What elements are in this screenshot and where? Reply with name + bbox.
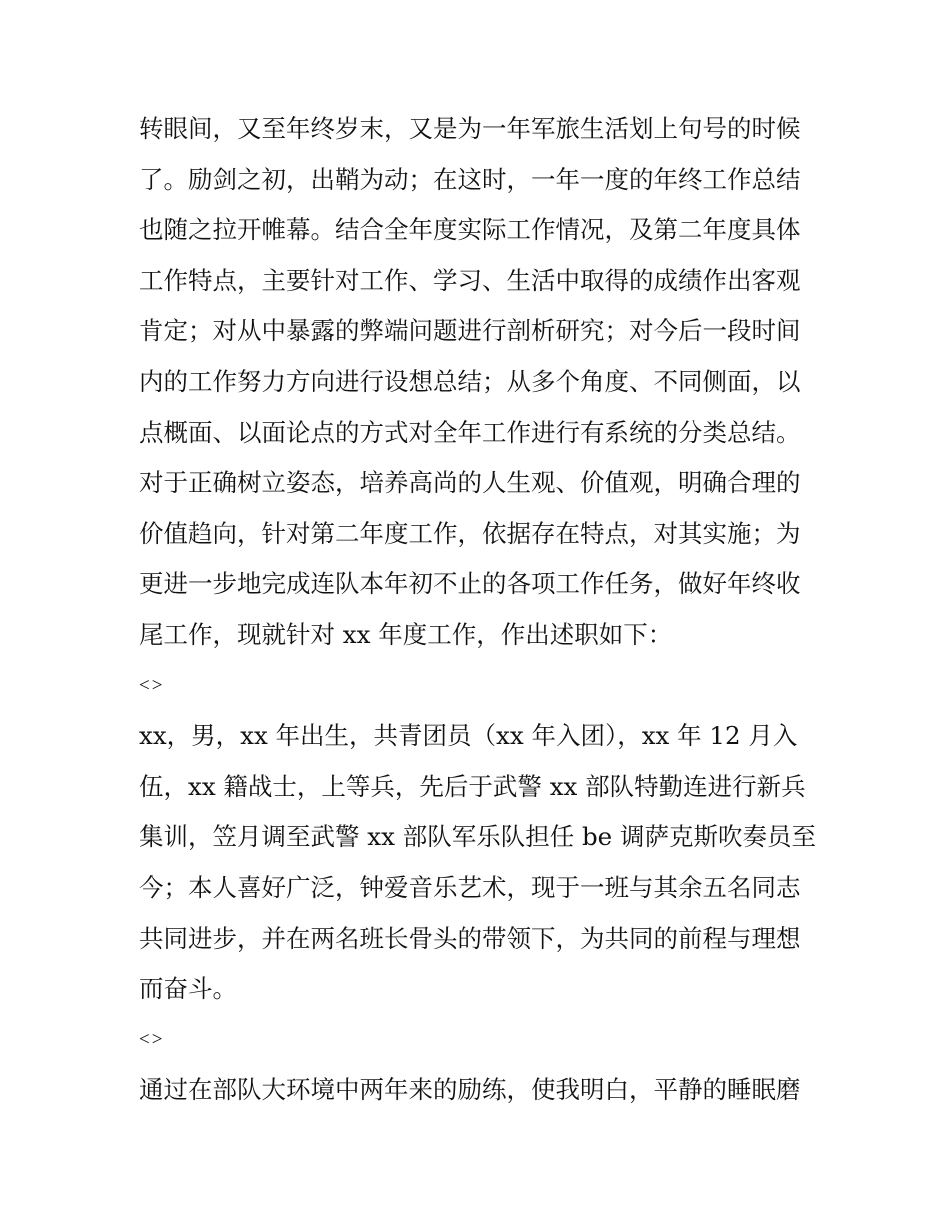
personal-info-paragraph xyxy=(139,711,819,1015)
text-line: 了。励剑之初，出鞘为动；在这时，一年一度的年终工作总结 xyxy=(139,164,801,194)
text-line: 今；本人喜好广泛，钟爱音乐艺术，现于一班与其余五名同志 xyxy=(139,872,801,902)
text-line: 价值趋向，针对第二年度工作，依据存在特点，对其实施；为 xyxy=(139,518,801,548)
text-line: 也随之拉开帷幕。结合全年度实际工作情况，及第二年度具体 xyxy=(139,215,801,245)
intro-paragraph xyxy=(139,104,819,661)
section-marker: <> xyxy=(139,1028,165,1050)
text-line: 而奋斗。 xyxy=(139,974,237,1004)
text-line: 更进一步地完成连队本年初不止的各项工作任务，做好年终收 xyxy=(139,569,801,599)
text-line: 对于正确树立姿态，培养高尚的人生观、价值观，明确合理的 xyxy=(139,468,801,498)
text-line: 点概面、以面论点的方式对全年工作进行有系统的分类总结。 xyxy=(139,417,801,447)
section-marker: <> xyxy=(139,674,165,696)
text-line: 通过在部队大环境中两年来的励练，使我明白，平静的睡眠磨 xyxy=(139,1075,801,1105)
text-line: xx，男，xx 年出生，共青团员（xx 年入团），xx 年 12 月入 xyxy=(139,721,798,751)
text-line: 转眼间，又至年终岁末，又是为一年军旅生活划上句号的时候 xyxy=(139,114,801,143)
text-line: 内的工作努力方向进行设想总结；从多个角度、不同侧面，以 xyxy=(139,366,801,396)
reflection-paragraph xyxy=(139,1065,819,1116)
text-line: 尾工作，现就针对 xx 年度工作，作出述职如下： xyxy=(139,619,673,649)
text-line: 肯定；对从中暴露的弊端问题进行剖析研究；对今后一段时间 xyxy=(139,316,801,346)
text-line: 集训，笠月调至武警 xx 部队军乐队担任 be 调萨克斯吹奏员至 xyxy=(139,822,816,852)
document-body xyxy=(139,104,819,1116)
text-line: 伍，xx 籍战士，上等兵，先后于武警 xx 部队特勤连进行新兵 xyxy=(139,771,806,801)
text-line: 工作特点，主要针对工作、学习、生活中取得的成绩作出客观 xyxy=(139,265,801,295)
text-line: 共同进步，并在两名班长骨头的带领下，为共同的前程与理想 xyxy=(139,923,801,953)
